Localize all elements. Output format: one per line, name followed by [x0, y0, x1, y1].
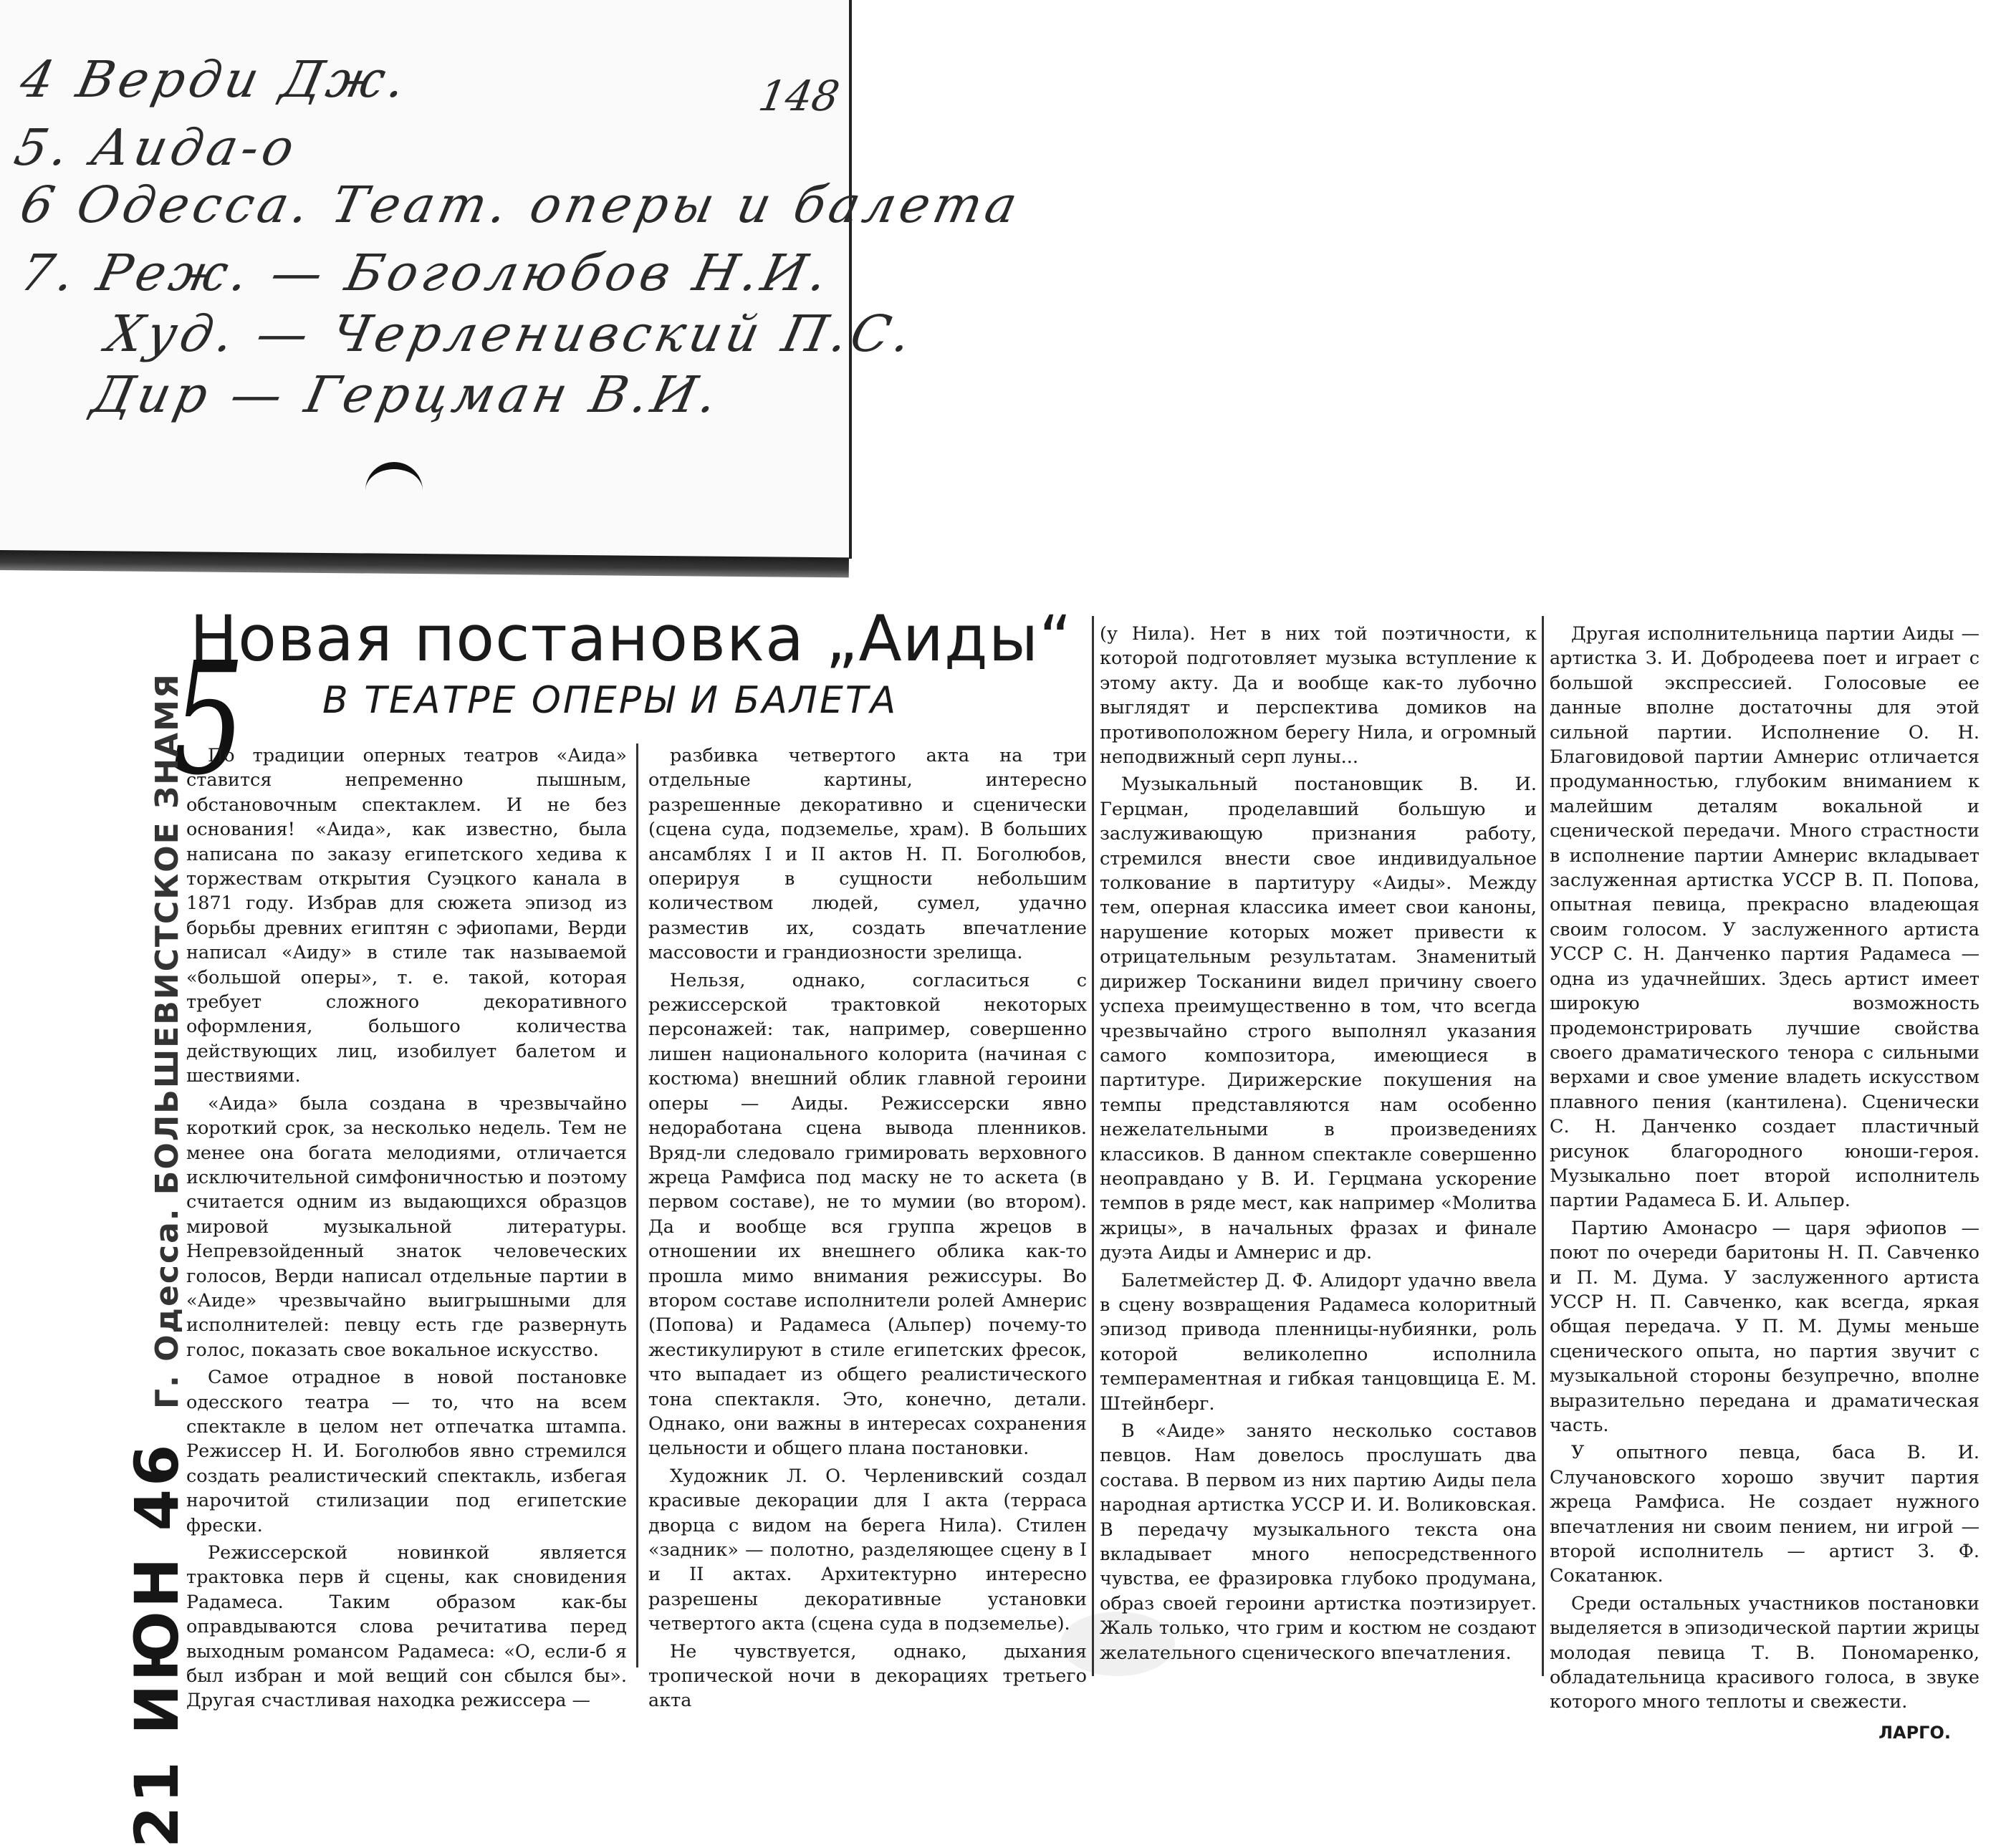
paragraph: Художник Л. О. Черленивский создал красивые декорации для I акта (терраса дворца с видом на берега Нила). Стилен «задник» — полотно, разделяющее сцену в I и II актах. Архитектурно интересно разрешены декоративные установки четвертого акта (сцена суда в подземелье). — [648, 1465, 1087, 1635]
card-line: 4 Верди Дж. — [15, 50, 416, 109]
stamp-date: 21 ИЮН 46 — [122, 1441, 192, 1848]
paragraph: По традиции оперных театров «Аида» ставится непременно пышным, обстановочным спектаклем. И не без основания! «Аида», как известно, была написана по заказу египетского хедива к торжествам открытия Суэцкого канала в 1871 году. Избрав для сюжета эпизод из борьбы древних египтян с эфиопами, Верди написал «Аиду» в стиле так называемой «большой оперы», т. е. такой, которая требует сложного декоративного оформления, большого количества действующих лиц, изобилует балетом и шествиями. — [186, 745, 627, 1087]
article-subheadline: В ТЕАТРЕ ОПЕРЫ И БАЛЕТА — [322, 679, 898, 722]
paragraph: Среди остальных участников постановки выделяется в эпизодической партии жрицы молодая певица Т. В. Пономаренко, обладательница красивого голоса, в звуке которого много теплоты и свежести. — [1550, 1592, 1979, 1713]
card-line: 6 Одесса. Теат. оперы и балета — [15, 175, 1027, 234]
column-rule — [1542, 616, 1544, 1676]
paragraph: Другая исполнительница партии Аиды — артистка З. И. Добродеева поет и играет с большой экспрессией. Голосовые ее данные вполне достаточны для этой сильной партии. Исполнение О. Н. Благовидовой партии Амнерис отличается продуманностью, глубоким вниманием к малейшим деталям вокальной и сценической передачи. Много страстности в исполнение партии Амнерис вкладывает заслуженная артистка УССР В. П. Попова, опытная певица, прекрасно владеющая своим голосом. У заслуженного артиста УССР С. Н. Данченко партия Радамеса — одна из удачнейших. Здесь артист имеет широкую возможность продемонстрировать лучшие свойства своего драматического тенора с сильными верхами и свое умение владеть искусством плавного пения (кантилена). Сценически С. Н. Данченко создает пластичный рисунок благородного юноши-героя. Музыкально поет второй исполнитель партии Радамеса Б. И. Альпер. — [1550, 623, 1979, 1212]
stamp-newspaper: Г. Одесса. БОЛЬШЕВИСТСКОЕ ЗНАМЯ — [149, 673, 186, 1409]
card-line: Худ. — Черленивский П.С. — [101, 304, 921, 363]
margin-number: 5 — [172, 628, 245, 809]
card-line: 5. Аида-о — [9, 118, 304, 177]
column-rule — [636, 743, 638, 1667]
date-stamp — [100, 673, 192, 1848]
page-number: 148 — [755, 72, 843, 120]
article-headline: Новая постановка „Аиды“ — [190, 602, 1072, 675]
card-line: 7. Реж. — Боголюбов Н.И. — [15, 244, 838, 302]
article-column-3 — [1100, 622, 1537, 1665]
column-rule — [1092, 616, 1094, 1676]
paragraph: Самое отрадное в новой постановке одесского театра — то, что на всем спектакле в целом нет отпечатка штампа. Режиссер Н. И. Боголюбов явно стремился создать реалистический спектакль, избегая нарочитой стилизации под египетские фрески. — [186, 1367, 627, 1536]
handwritten-index-card — [0, 0, 1027, 559]
paragraph: У опытного певца, баса В. И. Случановского хорошо звучит партия жреца Рамфиса. Не создает нужного впечатления ни своим пением, ни игрой — второй исполнитель — артист З. Ф. Сокатанюк. — [1550, 1442, 1979, 1587]
paragraph: В «Аиде» занято несколько составов певцов. Нам довелось прослушать два состава. В первом из них партию Аиды пела народная артистка УССР И. И. Воликовская. В передачу музыкального текста она вкладывает много непосредственного чувства, ее фразировка глубоко продумана, образ своей героини артистка поэтизирует. Жаль только, что грим и костюм не создают желательного сценического впечатления. — [1100, 1420, 1537, 1664]
ink-mark — [365, 462, 423, 519]
paragraph: Режиссерской новинкой является трактовка перв й сцены, как сновидения Радамеса. Таким образом как-бы оправдываются слова речитатива перед выходным романсом Радамеса: «О, если-б я был избран и мой вещий сон сбылся бы». Другая счастливая находка режиссера — — [186, 1542, 627, 1712]
article-column-4 — [1550, 622, 1979, 1745]
card-line: Дир — Герцман В.И. — [87, 365, 727, 424]
paragraph: «Аида» была создана в чрезвычайно короткий срок, за несколько недель. Тем не менее она богата мелодиями, отличается исключительной симфоничностью и поэтому считается одним из выдающихся образцов мировой музыкальной литературы. Непревзойденный знаток человеческих голосов, Верди написал отдельные партии в «Аиде» чрезвычайно выигрышными для исполнителей: певцу есть где развернуть голос, показать свое вокальное искусство. — [186, 1092, 627, 1361]
article-column-1 — [186, 743, 627, 1713]
paragraph: (у Нила). Нет в них той поэтичности, к которой подготовляет музыка вступление к этому акту. Да и вообще как-то лубочно выглядят и перспектива домиков на противоположном берегу Нила, и огромный неподвижный серп луны... — [1100, 623, 1537, 769]
paragraph: Балетмейстер Д. Ф. Алидорт удачно ввела в сцену возвращения Радамеса колоритный эпизод привода пленницы-нубиянки, роль которой великолепно исполнила темпераментная и гибкая танцовщица Е. М. Штейнберг. — [1100, 1269, 1537, 1415]
paragraph: Партию Амонасро — царя эфиопов — поют по очереди баритоны Н. П. Савченко и П. М. Дума. У заслуженного артиста УССР Н. П. Савченко, как всегда, яркая общая передача. У П. М. Думы меньше сценического опыта, но партия звучит с музыкальной стороны безупречно, вполне выразительно передана и драматическая часть. — [1550, 1217, 1979, 1436]
article-column-2 — [648, 743, 1087, 1713]
author-signature: ЛАРГО. — [1878, 1722, 1951, 1743]
paragraph: разбивка четвертого акта на три отдельные картины, интересно разрешенные декоративно и сценически (сцена суда, подземелье, храм). В больших ансамблях I и II актов Н. П. Боголюбов, оперируя в сущности небольшим количеством людей, сумел, удачно разместив их, создать впечатление массовости и грандиозности зрелища. — [648, 745, 1087, 964]
paragraph: Не чувствуется, однако, дыхания тропической ночи в декорациях третьего акта — [648, 1640, 1087, 1712]
newspaper-clipping — [0, 573, 2006, 1848]
paragraph: Музыкальный постановщик В. И. Герцман, проделавший большую и заслуживающую признания работу, стремился внести свое индивидуальное толкование в партитуру «Аиды». Между тем, оперная классика имеет свои каноны, нарушение которых может привести к отрицательным результатам. Знаменитый дирижер Тосканини видел причину своего успеха преимущественно в том, что всегда чрезвычайно строго выполнял указания самого композитора, имеющиеся в партитуре. Дирижерские покушения на темпы представляются нам особенно нежелательными в произведениях классиков. В данном спектакле совершенно неоправдано у В. И. Герцмана ускорение темпов в ряде мест, как например «Молитва жрицы», в начальных фразах и финале дуэта Аиды и Амнерис и др. — [1100, 774, 1537, 1264]
paragraph: Нельзя, однако, согласиться с режиссерской трактовкой некоторых персонажей: так, например, совершенно лишен национального колорита (начиная с костюма) внешний облик главной героини оперы — Аиды. Режиссерски явно недоработана сцена вывода пленников. Вряд-ли следовало гримировать верховного жреца Рамфиса под маску не то аскета (в первом составе), не то мумии (во втором). Да и вообще вся группа жрецов в отношении их внешнего облика как-то прошла мимо внимания режиссуры. Во втором составе исполнители ролей Амнерис (Попова) и Радамеса (Альпер) почему-то жестикулируют в стиле египетских фресок, что выпадает из общего реалистического тона спектакля. Это, конечно, детали. Однако, они важны в интересах сохранения цельности и общего плана постановки. — [648, 969, 1087, 1460]
